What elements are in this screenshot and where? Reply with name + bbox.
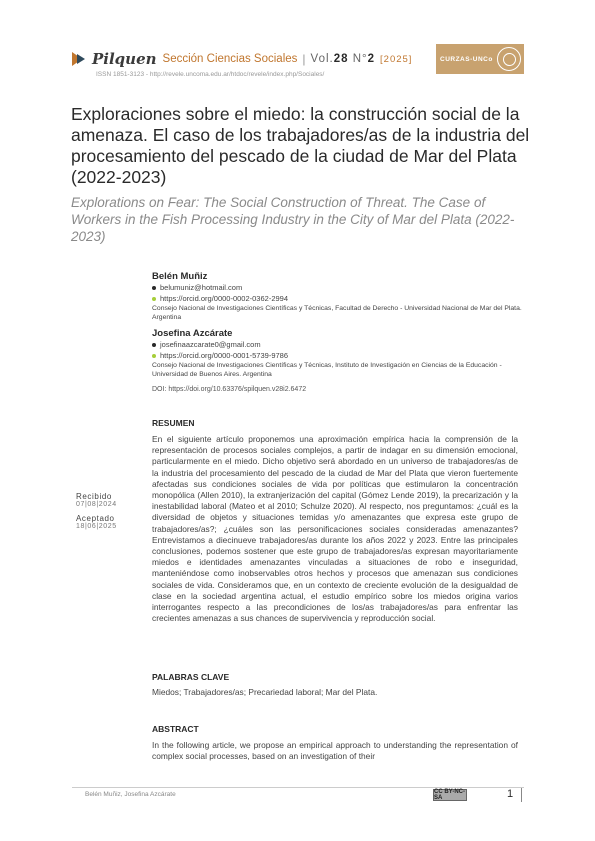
received-date: 07|08|2024 — [76, 501, 117, 508]
article-title-english: Explorations on Fear: The Social Construction of Threat. The Case of Workers in the Fish Processing Industry in the City of Mar del Plata (2022-2023) — [71, 195, 515, 244]
journal-logo-icon — [72, 52, 88, 66]
submission-dates — [76, 492, 146, 536]
accepted-label: Aceptado — [76, 514, 115, 523]
journal-name: Pilquen — [92, 50, 157, 68]
keywords-text: Miedos; Trabajadores/as; Precariedad laboral; Mar del Plata. — [152, 687, 378, 697]
badge-label: CURZAS-UNCo — [440, 55, 493, 63]
journal-section: Sección Ciencias Sociales — [162, 53, 298, 65]
email-bullet-icon — [152, 343, 156, 347]
author-orcid[interactable]: https://orcid.org/0000-0002-0362-2994 — [160, 293, 289, 303]
footer-authors: Belén Muñiz, Josefina Azcárate — [85, 791, 176, 798]
license-label: CC BY-NC-SA — [434, 789, 465, 801]
author-orcid-line — [152, 294, 524, 305]
orcid-icon — [152, 354, 156, 358]
orcid-icon — [152, 297, 156, 301]
header-separator: | — [302, 52, 306, 66]
keywords-heading: PALABRAS CLAVE — [152, 672, 230, 682]
article-title: Exploraciones sobre el miedo: la construcción social de la amenaza. El caso de los trabajadores/as de la industria del procesamiento del pescado de la ciudad de Mar del Plata (2022-2023) — [71, 104, 530, 187]
issn-line[interactable]: ISSN 1851-3123 - http://revele.uncoma.edu.ar/htdoc/revele/index.php/Sociales/ — [96, 71, 325, 78]
page-number-rule — [521, 788, 522, 802]
page-number: 1 — [507, 788, 514, 800]
author-entry — [152, 270, 524, 322]
doi-link[interactable]: DOI: https://doi.org/10.63376/spilquen.v28i2.6472 — [152, 386, 307, 393]
author-affiliation: Consejo Nacional de Investigaciones Científicas y Técnicas, Facultad de Derecho - Universidad Nacional de Mar del Plata. Argentina — [152, 305, 522, 321]
cc-license-icon[interactable] — [433, 789, 467, 801]
author-email-line — [152, 340, 524, 351]
author-entry — [152, 327, 524, 379]
footer-divider — [72, 787, 524, 788]
author-orcid[interactable]: https://orcid.org/0000-0001-5739-9786 — [160, 350, 289, 360]
resumen-text: En el siguiente artículo proponemos una aproximación empírica hacia la comprensión de la representación de procesos sociales complejos, a partir de indagar en su dimensión emocional, particularmente en el miedo. Dicho objetivo será abordado en un universo de trabajadores/as de la industria del procesamiento del pescado de la ciudad de Mar del Plata que vieron fuertemente afectadas sus condiciones sociales de vida por políticas que estimularon la concentración monopólica (Allen 2010), la extranjerización del capital (Gómez Lende 2019), la precarización y la inestabilidad laboral (Mateo et al 2010; Schulze 2020). Al respecto, nos preguntamos: ¿cuál es la diversidad de objetos y situaciones temidas y/o amenazantes que expresa este grupo de trabajadores/as?; ¿cuáles son las personificaciones sociales consideradas amenazantes? Entrevistamos a diecinueve trabajadores/as durante los años 2022 y 2023. Entre las principales conclusiones, podemos sostener que este grupo de trabajadores/as expresan mayoritariamente miedos e identidades amenazantes vinculadas a situaciones de robo e inseguridad, manteniéndose como inobservables otros hechos y procesos que amenazan sus condiciones sociales de vida. Consideramos que, en un contexto de creciente evolución de la desigualdad de clase en la sociedad argentina actual, el estudio empírico sobre los miedos origina varios interrogantes respecto a las precondiciones de los/as trabajadores/as para enfrentar las crecientes amenazas a sus chances de supervivencia y reproducción social. — [152, 434, 518, 624]
received-label: Recibido — [76, 492, 112, 501]
abstract-heading: ABSTRACT — [152, 724, 199, 734]
volume-info: Vol.28 N°2 — [310, 53, 376, 65]
author-email[interactable]: josefinaazcarate0@gmail.com — [160, 340, 261, 349]
resumen-heading: RESUMEN — [152, 418, 195, 428]
author-email[interactable]: belumuniz@hotmail.com — [160, 283, 243, 292]
abstract-text: In the following article, we propose an empirical approach to understanding the representation of complex social processes, based on an investigation of their — [152, 740, 518, 762]
curzas-badge — [436, 44, 524, 74]
university-seal-icon — [497, 47, 521, 71]
email-bullet-icon — [152, 286, 156, 290]
author-email-line — [152, 283, 524, 294]
author-orcid-line — [152, 351, 524, 362]
authors-block — [152, 270, 524, 393]
accepted-date: 18|06|2025 — [76, 523, 117, 530]
author-name: Josefina Azcárate — [152, 328, 233, 339]
author-name: Belén Muñiz — [152, 271, 208, 282]
author-affiliation: Consejo Nacional de Investigaciones Científicas y Técnicas, Instituto de Investigación en Ciencias de la Educación - Universidad de Buenos Aires. Argentina — [152, 362, 502, 378]
journal-header — [72, 44, 524, 74]
issue-year: [2025] — [380, 53, 413, 65]
